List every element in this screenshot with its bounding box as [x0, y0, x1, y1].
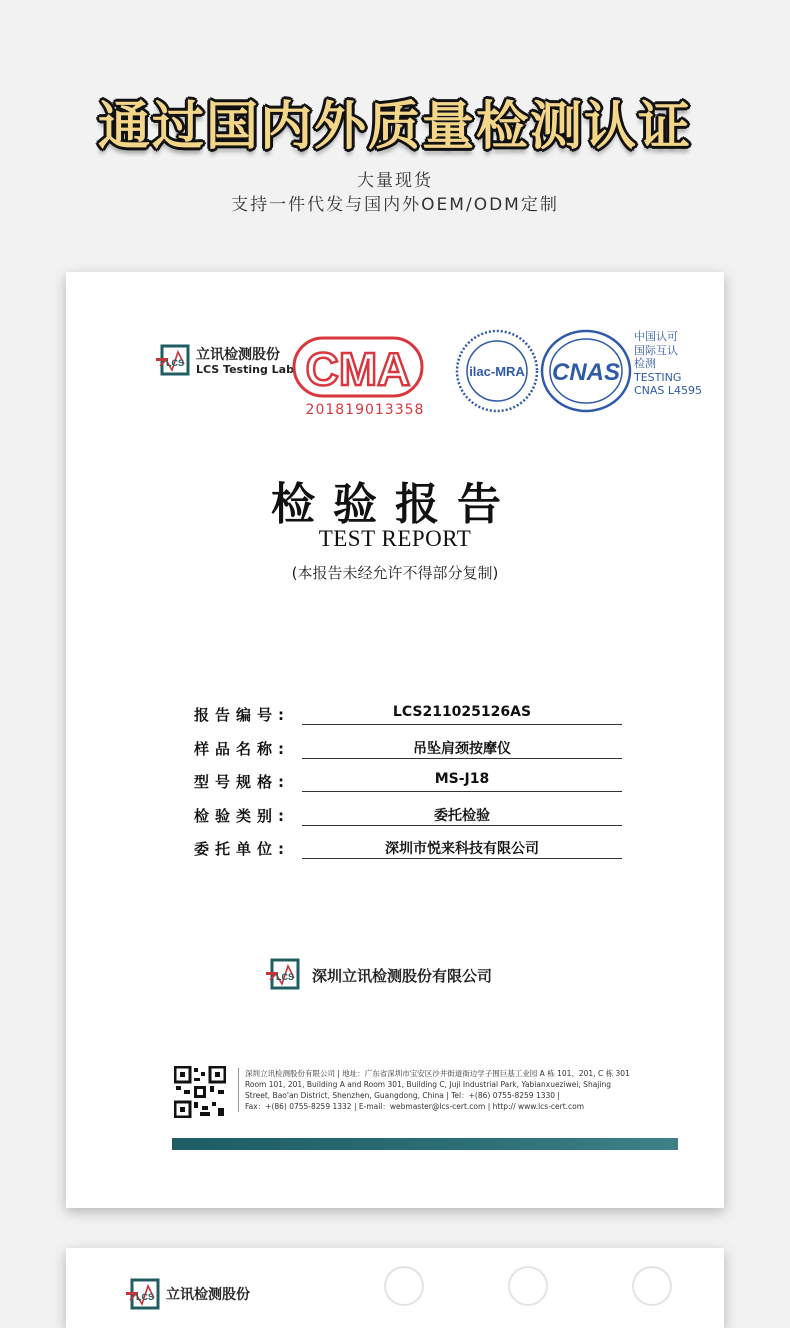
- cnas-seal-icon: [540, 328, 632, 414]
- field-row-report-no: [194, 700, 624, 734]
- lcs-logo-cn: 立讯检测股份: [196, 346, 280, 363]
- ilac-mra-mark: ilac-MRA: [469, 364, 525, 379]
- lcs-logo-mark: LCS: [276, 972, 294, 982]
- footer-line: Fax：+(86) 0755-8259 1332 | E-mail：webmaster@lcs-cert.com | http:// www.lcs-cert.com: [245, 1102, 585, 1111]
- field-value: 吊坠肩颈按摩仪: [302, 738, 622, 759]
- cma-logo-icon: [290, 332, 440, 402]
- test-report-page-2: [66, 1248, 724, 1328]
- cnas-line: 中国认可: [634, 330, 678, 343]
- lcs-logo-icon: [266, 958, 302, 992]
- field-row-client: [194, 834, 624, 868]
- field-label: 检验类别:: [194, 806, 290, 825]
- cnas-mark: CNAS: [551, 359, 621, 386]
- field-label: 样品名称:: [194, 739, 290, 758]
- field-label: 委托单位:: [194, 840, 290, 858]
- field-value: MS-J18: [302, 771, 622, 792]
- report-title-cn: 检验报告: [271, 479, 519, 530]
- field-value: 深圳市悦来科技有限公司: [302, 838, 622, 859]
- footer-line: 深圳立讯检测股份有限公司 | 地址：广东省深圳市宝安区沙井街道衙边学子围巨基工业园 A 栋 101、201, C 栋 301: [245, 1069, 630, 1078]
- lcs-logo-cn: 立讯检测股份: [166, 1287, 250, 1303]
- report-fields: [194, 700, 624, 868]
- footer-line: Room 101, 201, Building A and Room 301, Building C, Juji Industrial Park, Yabianxueziwei, Shajing: [245, 1080, 611, 1089]
- field-row-model: [194, 767, 624, 801]
- cma-logo-mark: CMA: [305, 343, 411, 395]
- cnas-line: CNAS L4595: [634, 384, 703, 397]
- cnas-line: 检测: [634, 357, 656, 370]
- field-value: 委托检验: [302, 805, 622, 826]
- report-copy-note: (本报告未经允许不得部分复制): [291, 564, 499, 582]
- company-signature: [266, 958, 492, 992]
- lcs-logo-icon: [126, 1278, 162, 1312]
- footer-teal-bar: [172, 1138, 678, 1150]
- cnas-line: TESTING: [634, 370, 682, 384]
- watermark-seal-icon: [384, 1266, 424, 1306]
- report-title-en: TEST REPORT: [318, 526, 472, 551]
- cma-number: 201819013358: [305, 402, 425, 418]
- field-row-sample-name: [194, 734, 624, 768]
- cma-stamp: [290, 332, 440, 422]
- field-label: 报告编号:: [194, 706, 290, 724]
- ilac-mra-seal-icon: [454, 328, 540, 414]
- company-name: 深圳立讯检测股份有限公司: [312, 966, 493, 985]
- lcs-logo: [126, 1278, 250, 1312]
- field-value: LCS211025126AS: [302, 704, 622, 725]
- qr-code-icon: [174, 1066, 226, 1118]
- banner-line-oem: 支持一件代发与国内外OEM/ODM定制: [231, 195, 559, 215]
- field-label: 型号规格:: [194, 773, 290, 791]
- test-report-page: [66, 272, 724, 1208]
- lcs-logo-mark: LCS: [166, 358, 184, 368]
- watermark-seal-icon: [632, 1266, 672, 1306]
- cnas-accreditation-text: [634, 330, 702, 398]
- lcs-logo: [156, 344, 294, 378]
- banner-title: 通过国内外质量检测认证: [97, 97, 692, 157]
- footer-address: [238, 1068, 685, 1112]
- field-row-test-type: [194, 801, 624, 835]
- lcs-logo-mark: LCS: [136, 1292, 154, 1302]
- banner-line-stock: 大量现货: [357, 171, 433, 191]
- lcs-logo-en: LCS Testing Lab: [196, 362, 294, 376]
- cnas-line: 国际互认: [634, 343, 678, 357]
- footer-line: Street, Bao'an District, Shenzhen, Guangdong, China | Tel：+(86) 0755-8259 1330 |: [245, 1091, 560, 1100]
- watermark-seal-icon: [508, 1266, 548, 1306]
- lcs-logo-icon: [156, 344, 192, 378]
